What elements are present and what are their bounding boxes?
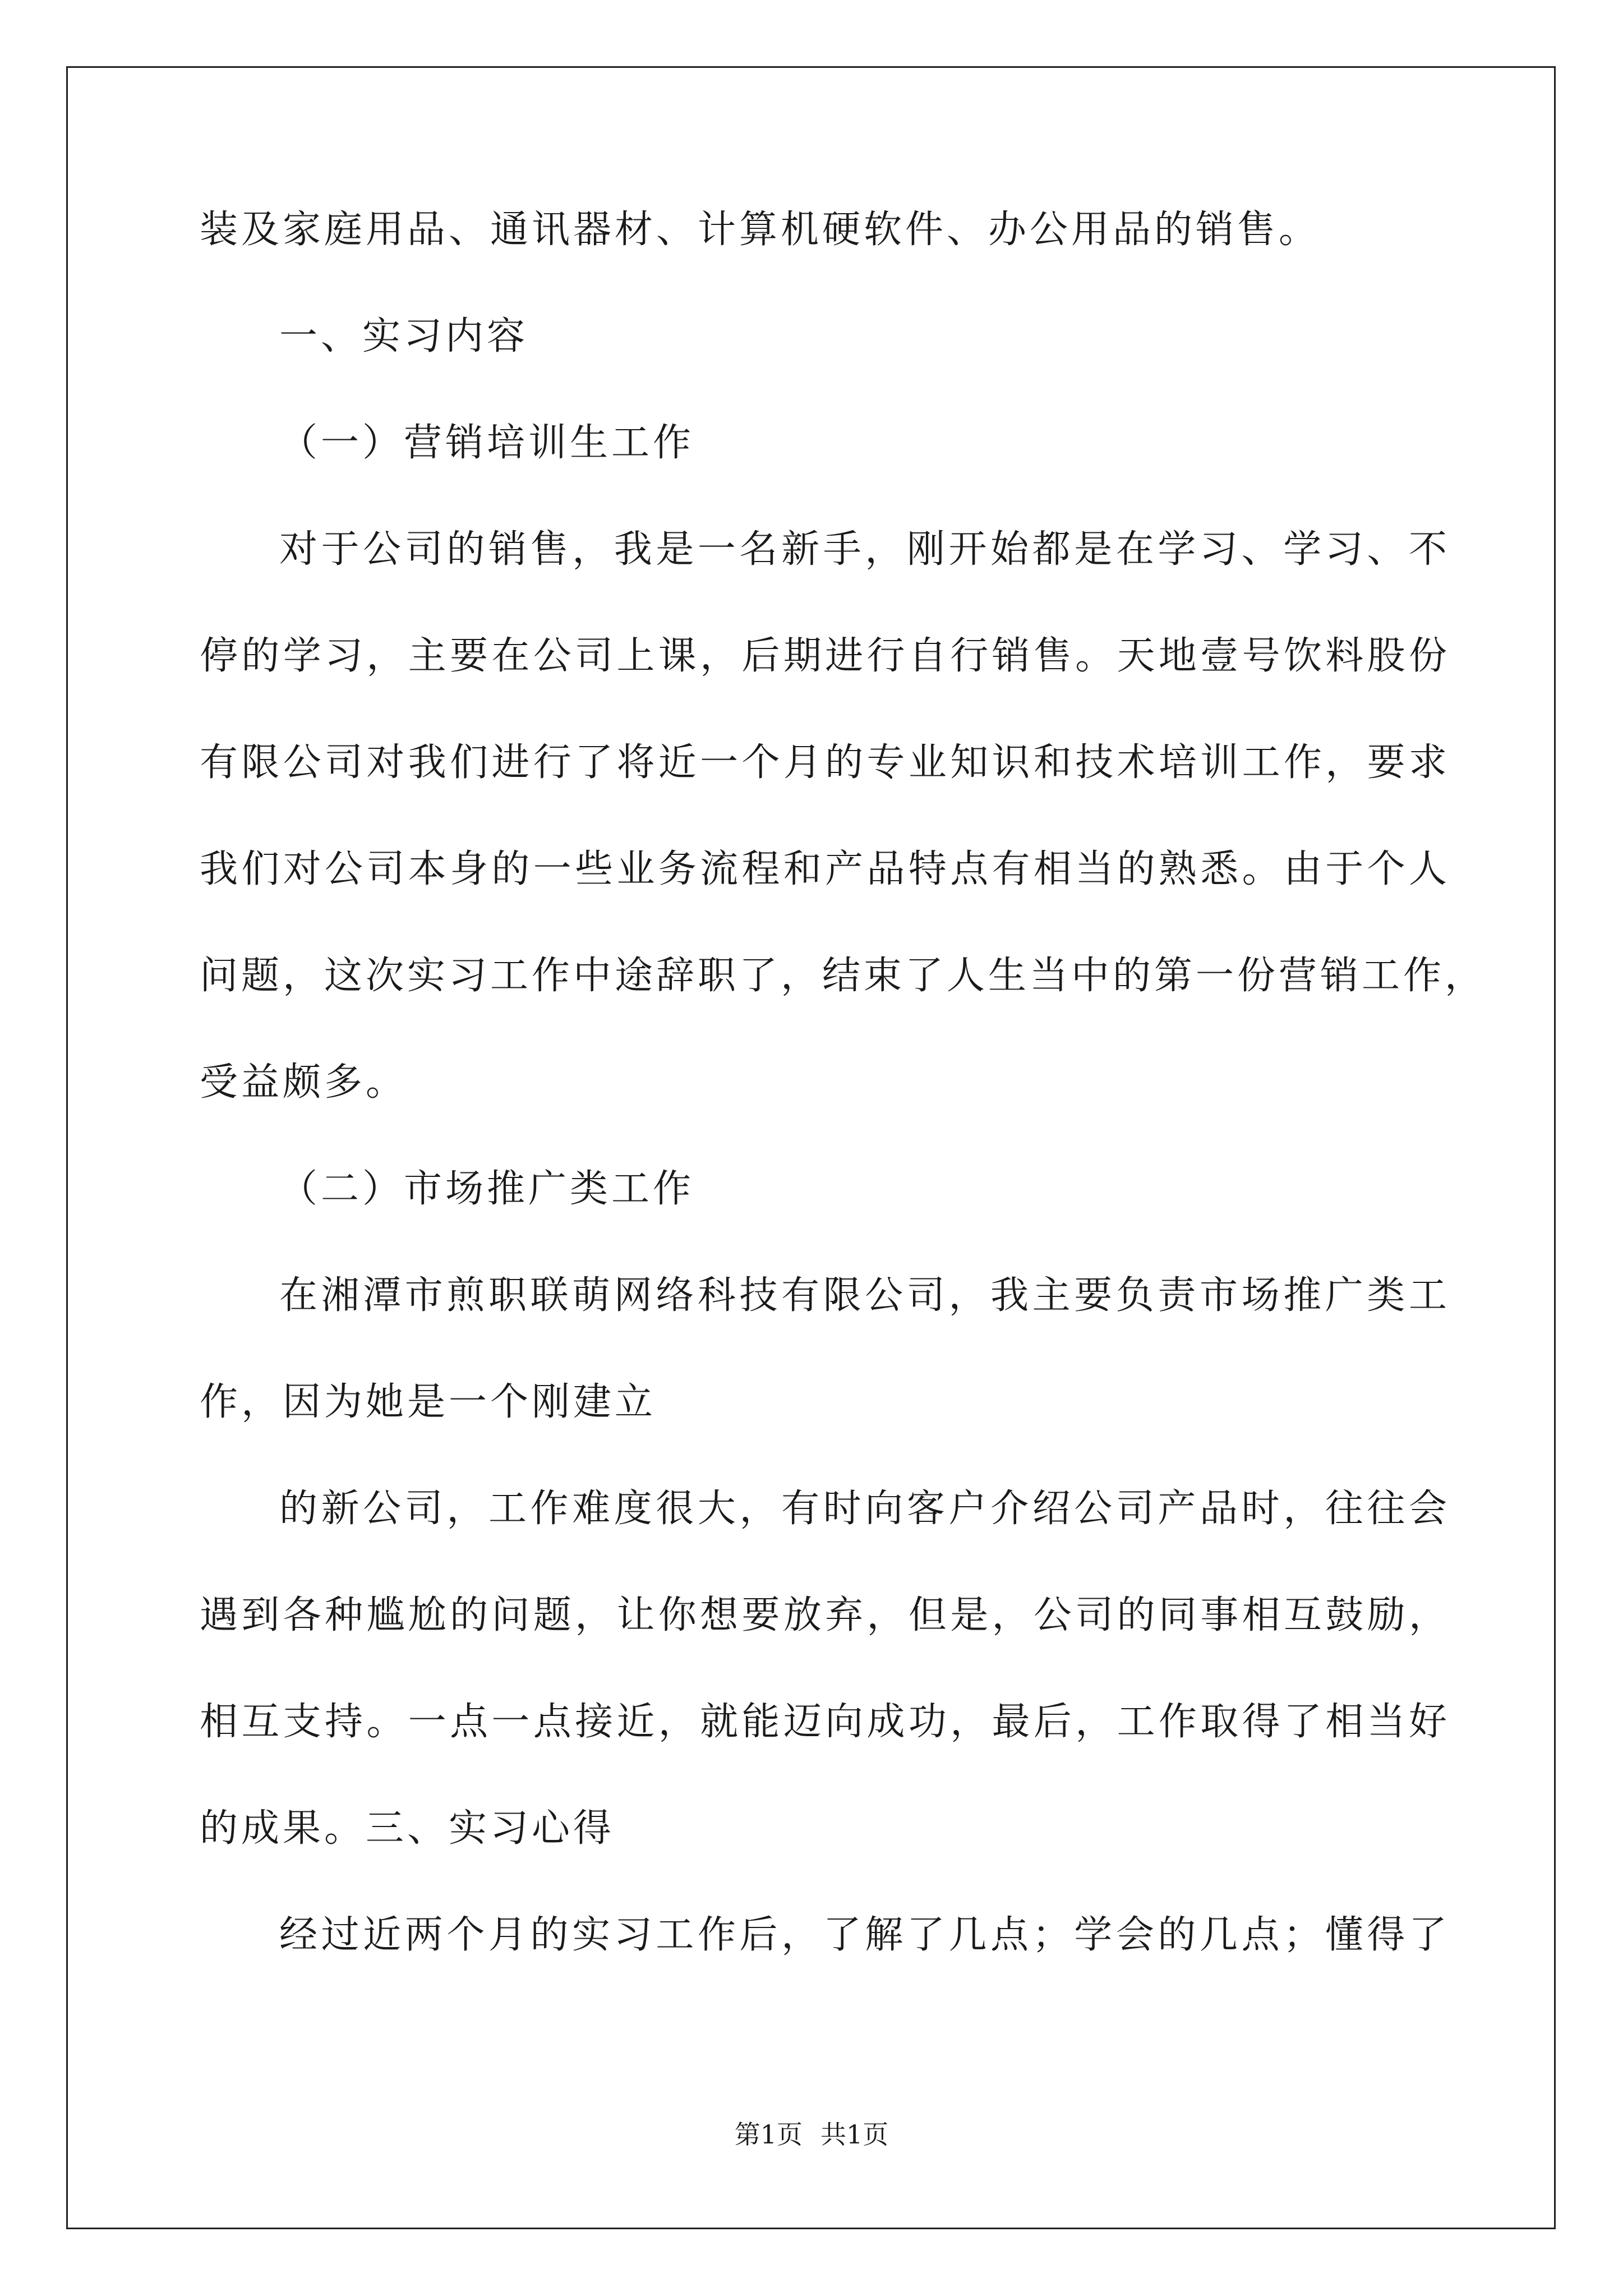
subsection-heading: （二）市场推广类工作 (279, 1167, 695, 1211)
page-footer (0, 2118, 1623, 2151)
page-total: 共1页 (820, 2119, 889, 2150)
text-line: 受益颇多。 (200, 1060, 408, 1105)
text-line: 的成果。三、实习心得 (200, 1806, 615, 1851)
document-body (200, 196, 1487, 2008)
text-line: 的新公司，工作难度很大，有时向客户介绍公司产品时，往往会 (279, 1487, 1450, 1531)
text-line: 在湘潭市煎职联萌网络科技有限公司，我主要负责市场推广类工 (279, 1273, 1450, 1318)
page-number: 第1页 (734, 2119, 803, 2150)
text-line: 我们对公司本身的一些业务流程和产品特点有相当的熟悉。由于个人 (200, 847, 1450, 891)
text-line: 相互支持。一点一点接近，就能迈向成功，最后，工作取得了相当好 (200, 1700, 1450, 1744)
text-line: 对于公司的销售，我是一名新手，刚开始都是在学习、学习、不 (279, 527, 1450, 572)
text-line: 有限公司对我们进行了将近一个月的专业知识和技术培训工作，要求 (200, 740, 1450, 785)
text-line: 问题，这次实习工作中途辞职了，结束了人生当中的第一份营销工作， (200, 954, 1487, 998)
text-line: 经过近两个月的实习工作后，了解了几点；学会的几点；懂得了 (279, 1913, 1450, 1957)
section-heading: 一、实习内容 (279, 314, 529, 358)
text-line: 遇到各种尴尬的问题，让你想要放弃，但是，公司的同事相互鼓励， (200, 1593, 1450, 1637)
subsection-heading: （一）营销培训生工作 (279, 421, 695, 465)
text-line: 作，因为她是一个刚建立 (200, 1380, 657, 1424)
text-line: 停的学习，主要在公司上课，后期进行自行销售。天地壹号饮料股份 (200, 634, 1450, 678)
text-line: 装及家庭用品、通讯器材、计算机硬软件、办公用品的销售。 (200, 208, 1321, 252)
